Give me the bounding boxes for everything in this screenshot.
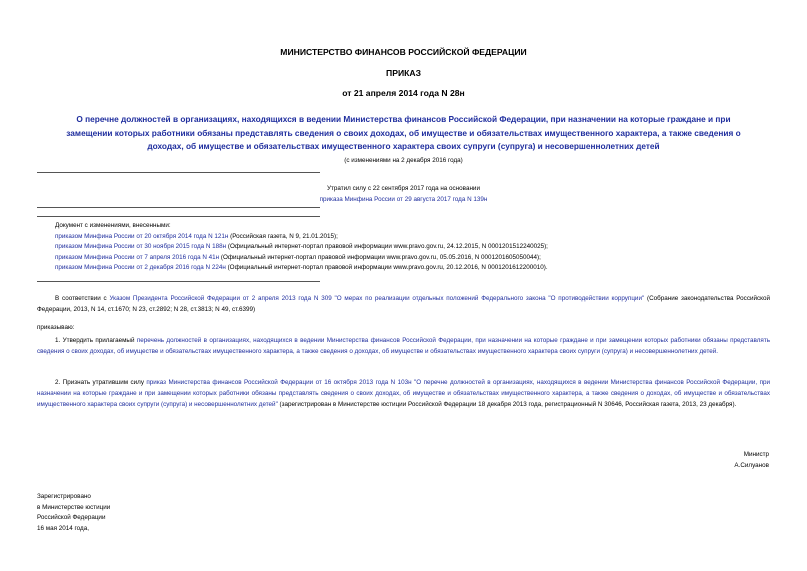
- order-item-2: [37, 378, 770, 410]
- preamble-paragraph: [37, 294, 770, 316]
- registration-date: 16 мая 2014 года,: [37, 524, 89, 532]
- ministry-heading: МИНИСТЕРСТВО ФИНАНСОВ РОССИЙСКОЙ ФЕДЕРАЦИИ: [280, 47, 527, 57]
- changes-block: [55, 221, 785, 274]
- doc-type-heading: ПРИКАЗ: [386, 68, 421, 78]
- change-link[interactable]: приказом Минфина России от 2 декабря 2016 года N 224н: [55, 264, 226, 271]
- expiry-link[interactable]: приказа Минфина России от 29 августа 2017 года N 139н: [319, 196, 488, 203]
- changes-intro: Документ с изменениями, внесенными:: [55, 222, 171, 229]
- title-line-2: замещении которых работники обязаны представлять сведения о своих доходах, об имуществе и обязательствах имущественного характера, а также сведения о: [66, 127, 741, 138]
- order-item-1: [37, 336, 770, 358]
- change-source: (Официальный интернет-портал правовой информации www.pravo.gov.ru, 05.05.2016, N 0001201605050044);: [219, 253, 541, 261]
- order-word: приказываю:: [37, 324, 75, 331]
- preamble-end: (Собрание законодательства Российской Федерации, 2013, N 14, ст.1670; N 23, ст.2892; N 28, ст.3813; N 49, ст.6399): [37, 295, 771, 313]
- item1-start: 1. Утвердить прилагаемый: [55, 337, 137, 344]
- separator-line: [37, 207, 320, 208]
- separator-line: [37, 281, 320, 282]
- title-line-1: О перечне должностей в организациях, находящихся в ведении Министерства финансов Российской Федерации, при назначении на которые граждане и при: [76, 114, 731, 124]
- change-item: [55, 242, 785, 253]
- item2-start: 2. Признать утратившим силу: [55, 379, 147, 386]
- change-item: [55, 263, 785, 274]
- signature-position: Министр: [743, 451, 769, 458]
- repealed-order-link[interactable]: приказ Министерства финансов Российской Федерации от 16 октября 2013 года N 103н "О перечне должностей в организациях, находящихся в ведении Министерства финансов Российской Федерации, при назначении на которые граждане и при замещении которых работники обязаны представлять сведения о своих доходах, об имуществе и обязательствах имущественного характера, а также сведения о доходах, об имуществе и обязательствах имущественного характера своих супруги (супруга) и несовершеннолетних детей": [37, 379, 770, 408]
- doc-date-heading: от 21 апреля 2014 года N 28н: [342, 88, 465, 98]
- expiry-note: Утратил силу с 22 сентября 2017 года на основании: [327, 185, 480, 192]
- item2-end: (зарегистрирован в Министерстве юстиции Российской Федерации 18 декабря 2013 года, регистрационный N 30646, Российская газета, 2013, 23 декабря).: [277, 400, 737, 408]
- change-source: (Российская газета, N 9, 21.01.2015);: [228, 232, 338, 240]
- change-link[interactable]: приказом Минфина России от 30 ноября 2015 года N 188н: [55, 243, 227, 250]
- separator-line: [37, 216, 320, 217]
- change-item: [55, 253, 785, 264]
- preamble-start: В соответствии с: [55, 295, 110, 302]
- change-item: [55, 232, 785, 243]
- change-link[interactable]: приказом Минфина России от 20 октября 2014 года N 121н: [55, 232, 229, 240]
- signature-block: [734, 450, 769, 471]
- document-title: [40, 113, 767, 154]
- registration-line: в Министерстве юстиции: [37, 503, 111, 511]
- title-line-3: доходах, об имуществе и обязательствах имущественного характера своих супруги (супруга) и несовершеннолетних детей: [147, 141, 660, 151]
- amendments-note: (с изменениями на 2 декабря 2016 года): [344, 157, 463, 164]
- registration-line: Зарегистрировано: [37, 493, 91, 500]
- registration-block: [37, 492, 110, 534]
- change-link[interactable]: приказом Минфина России от 7 апреля 2016 года N 41н: [55, 253, 220, 261]
- decree-link[interactable]: Указом Президента Российской Федерации от 2 апреля 2013 года N 309 "О мерах по реализации отдельных положений Федерального закона "О противодействии коррупции": [109, 295, 645, 302]
- separator-line: [37, 172, 320, 173]
- change-source: (Официальный интернет-портал правовой информации www.pravo.gov.ru, 24.12.2015, N 0001201512240025);: [226, 243, 548, 250]
- signature-name: А.Силуанов: [734, 461, 769, 469]
- change-source: (Официальный интернет-портал правовой информации www.pravo.gov.ru, 20.12.2016, N 0001201612200010).: [225, 264, 548, 271]
- registration-line: Российской Федерации: [37, 514, 106, 521]
- list-link[interactable]: перечень должностей в организациях, находящихся в ведении Министерства финансов Российской Федерации, при назначении на которые граждане и при замещении которых работники обязаны представлять сведения о своих доходах, об имуществе и обязательствах имущественного характера, а также сведения о доходах, об имуществе и обязательствах имущественного характера своих супруги (супруга) и несовершеннолетних детей.: [37, 337, 771, 355]
